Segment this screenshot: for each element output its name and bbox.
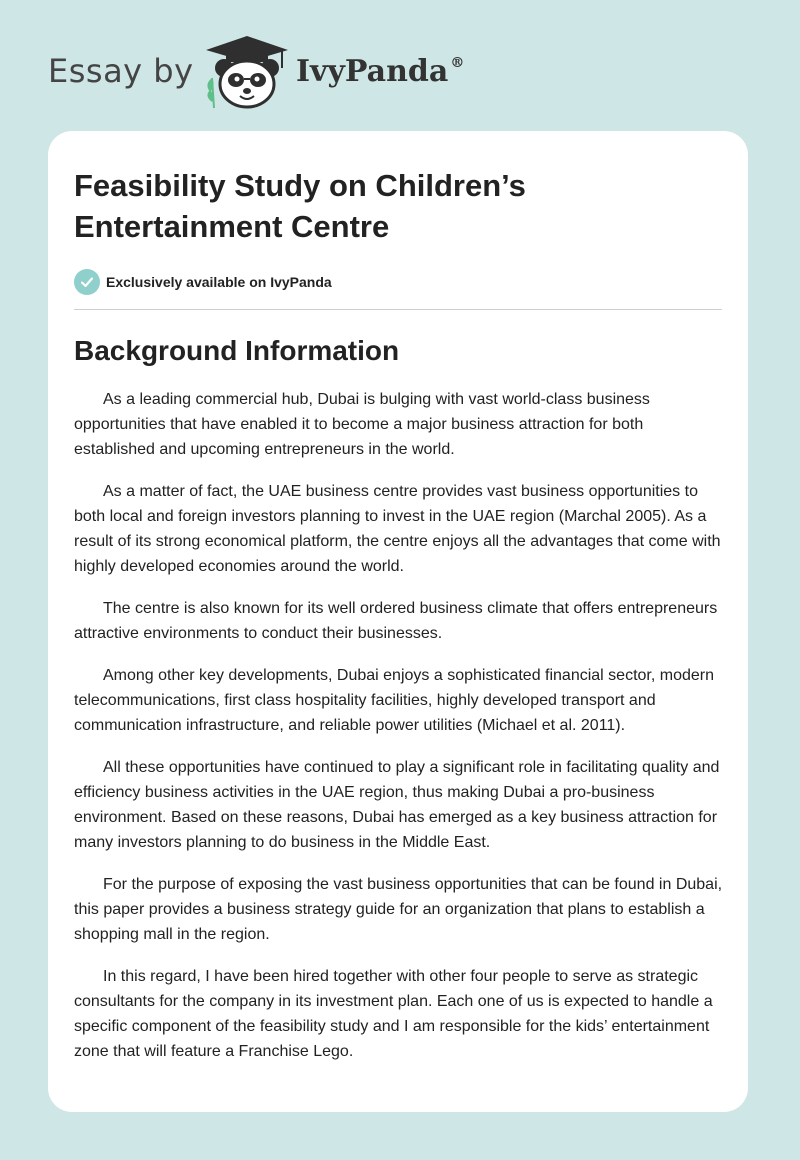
paragraph: In this regard, I have been hired together with other four people to serve as strategic consultants for the company in its investment plan. Each one of us is expected to handle a specific component of the feasibility study and I am responsible for the kids’ entertainment zone that will feature a Franchise Lego. [74, 968, 713, 1060]
panda-logo-icon[interactable] [202, 34, 292, 110]
article-card [48, 131, 748, 1112]
paragraph: The centre is also known for its well ordered business climate that offers entrepreneurs attractive environments to conduct their businesses. [74, 600, 718, 642]
essay-by-label: Essay by [48, 52, 194, 90]
registered-mark: ® [450, 55, 465, 71]
page-title: Feasibility Study on Children’s Entertainment Centre [74, 168, 526, 244]
paragraph: Among other key developments, Dubai enjoys a sophisticated financial sector, modern telecommunications, first class hospitality facilities, highly developed transport and communication infrastructure, and reliable power utilities (Michael et al. 2011). [74, 667, 715, 734]
divider [74, 309, 722, 310]
exclusive-badge-label: Exclusively available on IvyPanda [106, 274, 332, 290]
section-heading: Background Information [74, 335, 400, 366]
paragraph: For the purpose of exposing the vast business opportunities that can be found in Dubai, this paper provides a business strategy guide for an organization that plans to establish a shopping mall in the region. [74, 876, 723, 943]
paragraph: As a matter of fact, the UAE business centre provides vast business opportunities to both local and foreign investors planning to invest in the UAE region (Marchal 2005). As a result of its strong economical platform, the centre enjoys all the advantages that come with highly developed economies around the world. [74, 483, 721, 575]
paragraph: As a leading commercial hub, Dubai is bulging with vast world-class business opportunities that have enabled it to become a major business attraction for both established and upcoming entrepreneurs in the world. [74, 391, 650, 458]
paragraph: All these opportunities have continued to play a significant role in facilitating quality and efficiency business activities in the UAE region, thus making Dubai a pro-business environment. Based on these reasons, Dubai has emerged as a key business attraction for many investors planning to do business in the Middle East. [74, 759, 720, 851]
site-header [48, 34, 568, 110]
brand-name[interactable]: IvyPanda ® [296, 54, 465, 89]
checkmark-icon [74, 269, 100, 295]
exclusive-badge [74, 267, 722, 297]
